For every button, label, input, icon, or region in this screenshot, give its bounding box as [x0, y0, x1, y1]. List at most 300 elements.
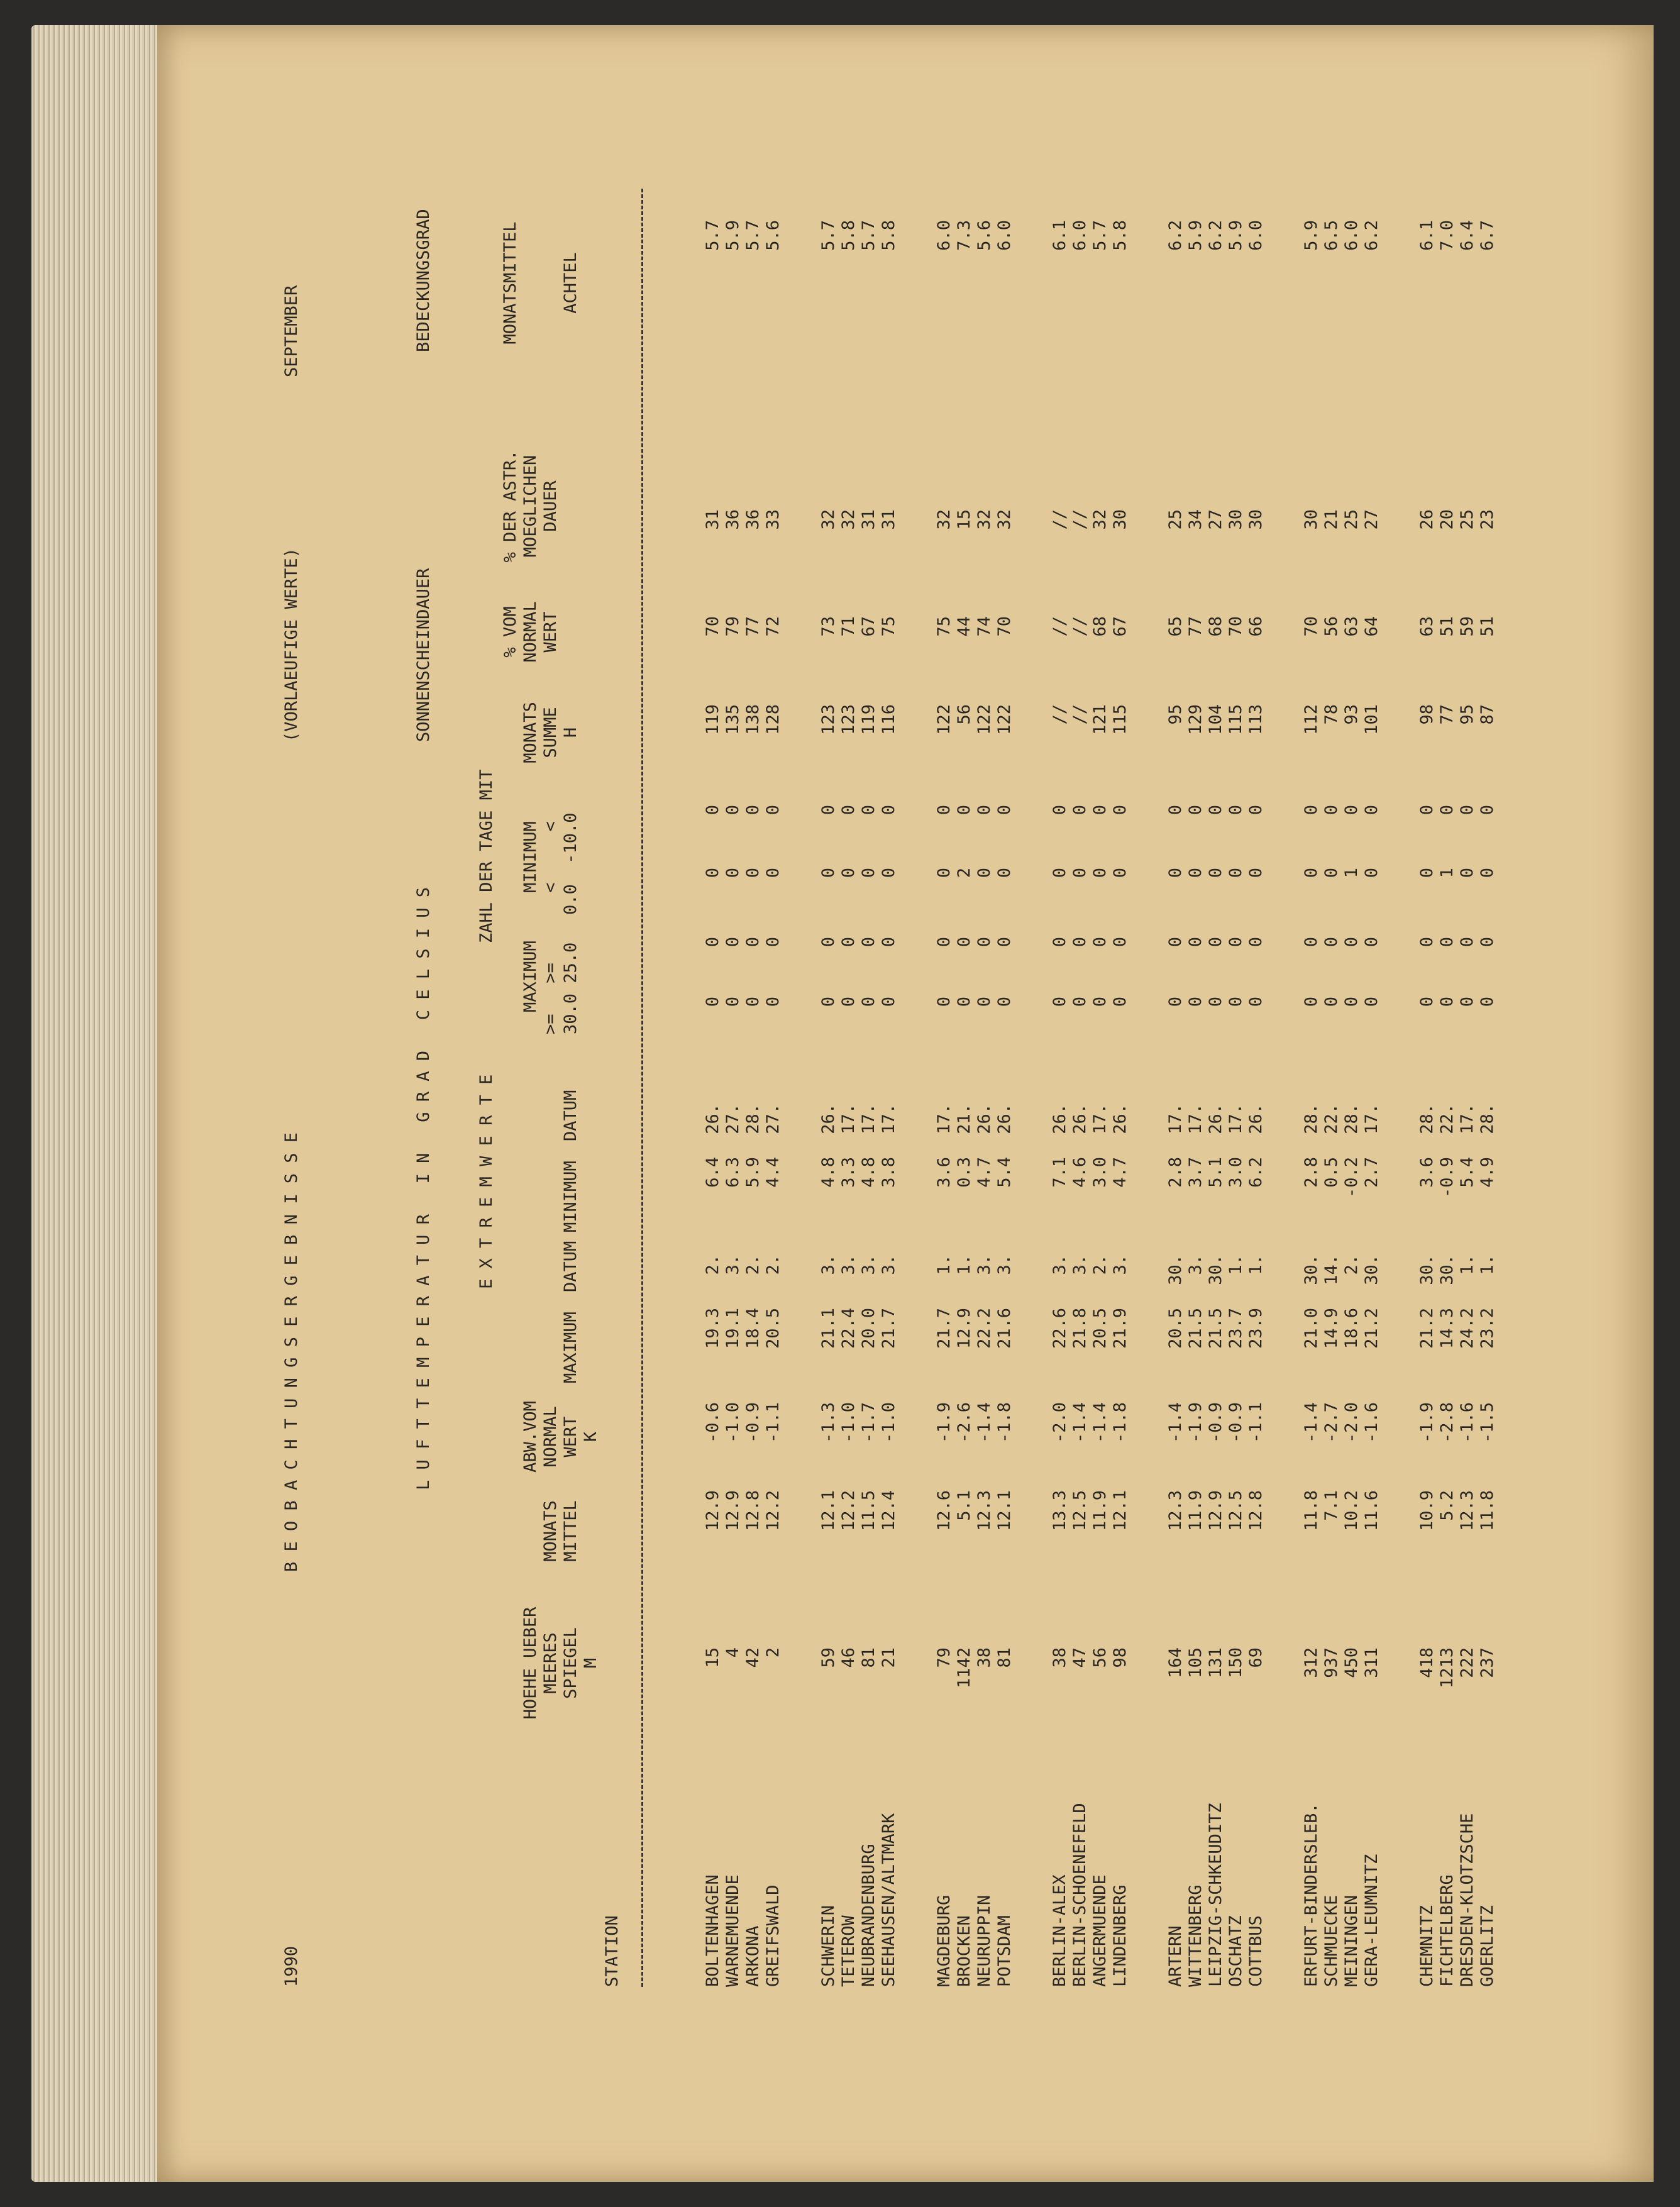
cell-days-min-minus10: 0 — [1457, 805, 1477, 816]
col-min-days-head: MINIMUM — [521, 821, 540, 893]
cell-minimum: 6.4 — [703, 1157, 722, 1188]
cell-sun-pct-normal: 56 — [1322, 616, 1341, 637]
cell-days-max-25: 0 — [1070, 937, 1090, 948]
cell-monthly-mean: 12.9 — [1206, 1490, 1225, 1532]
cell-sun-pct-astr: 30 — [1226, 509, 1246, 530]
cell-monthly-mean: 12.2 — [839, 1490, 858, 1532]
cell-sun-pct-normal: 77 — [1186, 616, 1205, 637]
cell-days-min-0: 0 — [1186, 868, 1205, 878]
cell-days-min-0: 0 — [819, 868, 838, 878]
table-row — [744, 126, 765, 2012]
cell-maximum: 21.0 — [1301, 1308, 1321, 1349]
cell-sun-pct-normal: 66 — [1246, 616, 1266, 637]
cell-sun-pct-normal: 63 — [1342, 616, 1361, 637]
table-row — [996, 126, 1016, 2012]
cell-cloud-mean: 5.7 — [743, 220, 763, 251]
cell-sun-sum: 115 — [1110, 704, 1130, 735]
table-row — [1207, 126, 1227, 2012]
cell-days-max-25: 0 — [1246, 937, 1266, 948]
cell-cloud-mean: 5.6 — [975, 220, 994, 251]
cell-cloud-mean: 6.0 — [1070, 220, 1090, 251]
cell-days-min-minus10: 0 — [954, 805, 974, 816]
cell-station: GOERLITZ — [1478, 1905, 1497, 1987]
cell-height: 59 — [819, 1647, 838, 1668]
cell-min-date: 28. — [1342, 1104, 1361, 1134]
cell-station: LEIPZIG-SCHKEUDITZ — [1206, 1803, 1225, 1987]
cell-max-date: 30. — [1417, 1254, 1437, 1285]
cell-days-min-minus10: 0 — [1110, 805, 1130, 816]
cell-deviation: -1.6 — [1362, 1402, 1381, 1444]
cell-max-date: 3. — [1070, 1254, 1090, 1275]
cell-deviation: -2.0 — [1342, 1402, 1361, 1444]
cell-maximum: 23.2 — [1478, 1308, 1497, 1349]
cell-maximum: 21.8 — [1070, 1308, 1090, 1349]
cell-days-max-25: 0 — [1186, 937, 1205, 948]
cell-days-max-25: 0 — [1457, 937, 1477, 948]
cell-minimum: 5.4 — [995, 1157, 1014, 1188]
cell-station: GERA-LEUMNITZ — [1362, 1854, 1381, 1987]
cell-days-max-30: 0 — [743, 997, 763, 1007]
table-row — [1439, 126, 1459, 2012]
table-row — [1343, 126, 1363, 2012]
cell-min-date: 26. — [1070, 1104, 1090, 1134]
table-row — [1187, 126, 1207, 2012]
cell-days-max-30: 0 — [1186, 997, 1205, 1007]
cell-sun-sum: 56 — [954, 704, 974, 725]
col-sun-pct-normal-3: WERT — [541, 611, 560, 653]
month: SEPTEMBER — [282, 285, 301, 377]
col-station: STATION — [602, 1915, 622, 1987]
cell-cloud-mean: 5.9 — [723, 220, 743, 251]
cell-days-min-minus10: 0 — [1322, 805, 1341, 816]
cell-sun-pct-astr: 15 — [954, 509, 974, 530]
cell-days-max-25: 0 — [1417, 937, 1437, 948]
cell-sun-pct-astr: 21 — [1322, 509, 1341, 530]
cell-days-min-0: 1 — [1342, 868, 1361, 878]
cell-deviation: -1.3 — [819, 1402, 838, 1444]
cell-monthly-mean: 12.9 — [703, 1490, 722, 1532]
cell-days-max-30: 0 — [975, 997, 994, 1007]
cell-monthly-mean: 12.1 — [819, 1490, 838, 1532]
cell-days-max-25: 0 — [1050, 937, 1069, 948]
cell-days-min-0: 0 — [763, 868, 783, 878]
cell-days-min-0: 1 — [1437, 868, 1457, 878]
cell-monthly-mean: 11.5 — [859, 1490, 878, 1532]
cell-height: 105 — [1186, 1647, 1205, 1678]
cell-days-min-minus10: 0 — [1362, 805, 1381, 816]
cell-days-min-minus10: 0 — [1301, 805, 1321, 816]
cell-days-min-minus10: 0 — [1090, 805, 1110, 816]
cell-station: SCHMUECKE — [1322, 1894, 1341, 1987]
cell-sun-pct-normal: 75 — [934, 616, 954, 637]
cell-sun-pct-normal: 70 — [995, 616, 1014, 637]
cell-sun-sum: 104 — [1206, 704, 1225, 735]
cell-days-min-0: 0 — [879, 868, 898, 878]
cell-sun-pct-astr: 32 — [934, 509, 954, 530]
cell-sun-pct-normal: 68 — [1090, 616, 1110, 637]
cell-sun-sum: 95 — [1166, 704, 1185, 725]
cell-maximum: 24.2 — [1457, 1308, 1477, 1349]
col-sun-sum-2: SUMME — [541, 707, 560, 758]
cell-height: 42 — [743, 1647, 763, 1668]
cell-deviation: -0.9 — [1206, 1402, 1225, 1444]
col-cloud-mean-1: MONATSMITTEL — [500, 221, 520, 345]
cell-maximum: 20.0 — [859, 1308, 878, 1349]
cell-monthly-mean: 5.2 — [1437, 1490, 1457, 1521]
cell-days-min-0: 0 — [1246, 868, 1266, 878]
cell-station: NEURUPPIN — [975, 1894, 994, 1987]
col-monthly-mean-2: MITTEL — [561, 1500, 580, 1562]
cell-min-date: 22. — [1437, 1104, 1457, 1134]
cell-max-date: 1. — [1226, 1254, 1246, 1275]
cell-station: BERLIN-SCHOENEFELD — [1070, 1803, 1090, 1987]
cell-cloud-mean: 6.1 — [1050, 220, 1069, 251]
cell-minimum: 5.9 — [743, 1157, 763, 1188]
cell-sun-pct-astr: 36 — [723, 509, 743, 530]
cell-max-date: 1. — [1457, 1254, 1477, 1275]
cell-days-max-25: 0 — [1478, 937, 1497, 948]
table-row — [956, 126, 976, 2012]
cell-min-date: 26. — [703, 1104, 722, 1134]
cell-minimum: 4.6 — [1070, 1157, 1090, 1188]
cell-sun-pct-astr: 27 — [1362, 509, 1381, 530]
cell-maximum: 20.5 — [1166, 1308, 1185, 1349]
cell-days-max-25: 0 — [1166, 937, 1185, 948]
cell-days-max-30: 0 — [723, 997, 743, 1007]
cell-days-max-25: 0 — [1206, 937, 1225, 948]
cell-minimum: 3.0 — [1090, 1157, 1110, 1188]
cell-monthly-mean: 12.1 — [1110, 1490, 1130, 1532]
cell-days-max-30: 0 — [934, 997, 954, 1007]
cell-days-max-25: 0 — [819, 937, 838, 948]
cell-max-date: 3. — [1110, 1254, 1130, 1275]
cell-days-min-0: 0 — [1457, 868, 1477, 878]
cell-days-max-30: 0 — [1246, 997, 1266, 1007]
cell-sun-sum: 138 — [743, 704, 763, 735]
cell-max-date: 3. — [975, 1254, 994, 1275]
col-sun-pct-astr-3: DAUER — [541, 480, 560, 532]
cell-days-min-minus10: 0 — [975, 805, 994, 816]
cell-sun-pct-astr: 20 — [1437, 509, 1457, 530]
cell-days-max-25: 0 — [1322, 937, 1341, 948]
cell-days-max-30: 0 — [703, 997, 722, 1007]
col-datum-2: DATUM — [561, 1090, 580, 1141]
cell-days-max-30: 0 — [859, 997, 878, 1007]
header-rule — [641, 189, 643, 1987]
cell-deviation: -1.6 — [1457, 1402, 1477, 1444]
cell-minimum: 3.7 — [1186, 1157, 1205, 1188]
cell-min-date: 26. — [819, 1104, 838, 1134]
cell-sun-pct-astr: 36 — [743, 509, 763, 530]
cell-minimum: 6.2 — [1246, 1157, 1266, 1188]
cell-sun-pct-astr: 23 — [1478, 509, 1497, 530]
cell-max-date: 30. — [1166, 1254, 1185, 1285]
cell-sun-pct-astr: 31 — [859, 509, 878, 530]
cell-min-date: 28. — [1417, 1104, 1437, 1134]
col-sun-pct-astr-2: MOEGLICHEN — [521, 455, 540, 558]
cell-cloud-mean: 5.7 — [859, 220, 878, 251]
table-row — [976, 126, 996, 2012]
cell-height: 131 — [1206, 1647, 1225, 1678]
cell-sun-pct-normal: 70 — [1301, 616, 1321, 637]
cell-sun-pct-astr: 32 — [995, 509, 1014, 530]
cell-max-date: 30. — [1206, 1254, 1225, 1285]
cell-minimum: 2.8 — [1166, 1157, 1185, 1188]
cell-height: 937 — [1322, 1647, 1341, 1678]
cell-minimum: 4.7 — [1110, 1157, 1130, 1188]
sun-group-title: SONNENSCHEINDAUER — [414, 568, 433, 742]
cell-height: 69 — [1246, 1647, 1266, 1668]
cell-days-max-30: 0 — [839, 997, 858, 1007]
cell-max-date: 2. — [1342, 1254, 1361, 1275]
cell-minimum: 3.6 — [934, 1157, 954, 1188]
cell-max-date: 1. — [1478, 1254, 1497, 1275]
cell-minimum: 3.6 — [1417, 1157, 1437, 1188]
cell-days-max-30: 0 — [1342, 997, 1361, 1007]
table-row — [1051, 126, 1071, 2012]
book-page-edges — [31, 25, 170, 2182]
cell-monthly-mean: 7.1 — [1322, 1490, 1341, 1521]
cell-days-min-minus10: 0 — [763, 805, 783, 816]
cell-cloud-mean: 6.5 — [1322, 220, 1341, 251]
cell-min-date: 28. — [1301, 1104, 1321, 1134]
cell-sun-pct-astr: 34 — [1186, 509, 1205, 530]
cell-sun-pct-astr: 32 — [819, 509, 838, 530]
cell-sun-sum: 122 — [934, 704, 954, 735]
cell-sun-pct-astr: 27 — [1206, 509, 1225, 530]
cell-sun-pct-normal: 67 — [1110, 616, 1130, 637]
table-row — [724, 126, 744, 2012]
cell-days-max-25: 0 — [934, 937, 954, 948]
cell-min-date: 26. — [995, 1104, 1014, 1134]
cell-cloud-mean: 6.2 — [1166, 220, 1185, 251]
cell-max-date: 3. — [839, 1254, 858, 1275]
cell-station: MEININGEN — [1342, 1894, 1361, 1987]
rotated-table-sheet — [283, 126, 1603, 2012]
cell-height: 312 — [1301, 1647, 1321, 1678]
cell-max-date: 3. — [879, 1254, 898, 1275]
cell-station: MAGDEBURG — [934, 1894, 954, 1987]
cell-deviation: -1.8 — [995, 1402, 1014, 1444]
cell-days-max-25: 0 — [1437, 937, 1457, 948]
cell-sun-pct-normal: 67 — [859, 616, 878, 637]
cell-monthly-mean: 11.8 — [1478, 1490, 1497, 1532]
cell-sun-sum: 113 — [1246, 704, 1266, 735]
cell-max-date: 2. — [763, 1254, 783, 1275]
cell-sun-pct-normal: 44 — [954, 616, 974, 637]
cell-cloud-mean: 6.7 — [1478, 220, 1497, 251]
cell-minimum: 6.3 — [723, 1157, 743, 1188]
cell-deviation: -2.7 — [1322, 1402, 1341, 1444]
cell-station: LINDENBERG — [1110, 1884, 1130, 1987]
col-deviation-2: NORMAL — [541, 1406, 560, 1468]
table-row — [1227, 126, 1247, 2012]
cell-deviation: -1.4 — [1166, 1402, 1185, 1444]
cell-station: BROCKEN — [954, 1915, 974, 1987]
cell-deviation: -1.0 — [839, 1402, 858, 1444]
cell-sun-sum: 122 — [995, 704, 1014, 735]
cell-deviation: -1.9 — [1186, 1402, 1205, 1444]
cell-cloud-mean: 5.8 — [839, 220, 858, 251]
page — [157, 25, 1654, 2182]
cell-maximum: 20.5 — [1090, 1308, 1110, 1349]
cell-days-min-minus10: 0 — [859, 805, 878, 816]
cell-sun-pct-astr: 30 — [1246, 509, 1266, 530]
cell-min-date: 28. — [1478, 1104, 1497, 1134]
cell-days-max-30: 0 — [1437, 997, 1457, 1007]
cell-station: NEUBRANDENBURG — [859, 1844, 878, 1987]
table-row — [1247, 126, 1268, 2012]
cell-min-date: 17. — [1457, 1104, 1477, 1134]
cell-maximum: 21.6 — [995, 1308, 1014, 1349]
cell-height: 418 — [1417, 1647, 1437, 1678]
cell-minimum: 4.8 — [819, 1157, 838, 1188]
cell-deviation: -1.0 — [879, 1402, 898, 1444]
cell-station: POTSDAM — [995, 1915, 1014, 1987]
cell-sun-sum: 128 — [763, 704, 783, 735]
cell-maximum: 14.9 — [1322, 1308, 1341, 1349]
cell-days-max-30: 0 — [1301, 997, 1321, 1007]
cell-sun-sum: // — [1070, 704, 1090, 725]
cell-days-max-25: 0 — [954, 937, 974, 948]
cell-cloud-mean: 5.7 — [1090, 220, 1110, 251]
cell-deviation: -1.4 — [1070, 1402, 1090, 1444]
cell-sun-pct-normal: // — [1070, 616, 1090, 637]
cell-min-date: 17. — [934, 1104, 954, 1134]
cell-deviation: -1.4 — [1090, 1402, 1110, 1444]
cell-days-min-minus10: 0 — [1437, 805, 1457, 816]
table-row — [1071, 126, 1091, 2012]
cell-days-max-25: 0 — [1362, 937, 1381, 948]
cell-cloud-mean: 6.2 — [1362, 220, 1381, 251]
cell-days-min-minus10: 0 — [743, 805, 763, 816]
cell-monthly-mean: 12.2 — [763, 1490, 783, 1532]
cell-maximum: 21.7 — [934, 1308, 954, 1349]
table-row — [1479, 126, 1499, 2012]
cell-days-min-0: 0 — [995, 868, 1014, 878]
cell-days-max-25: 0 — [1090, 937, 1110, 948]
cell-sun-pct-astr: 31 — [879, 509, 898, 530]
cell-height: 98 — [1110, 1647, 1130, 1668]
cell-days-max-25: 0 — [975, 937, 994, 948]
cell-days-min-0: 0 — [1362, 868, 1381, 878]
col-sun-pct-astr-1: % DER ASTR. — [500, 450, 520, 563]
cell-days-min-minus10: 0 — [839, 805, 858, 816]
cell-monthly-mean: 12.3 — [975, 1490, 994, 1532]
cell-minimum: 5.1 — [1206, 1157, 1225, 1188]
cell-height: 1142 — [954, 1647, 974, 1689]
cell-monthly-mean: 12.8 — [1246, 1490, 1266, 1532]
cell-cloud-mean: 5.9 — [1301, 220, 1321, 251]
cell-height: 450 — [1342, 1647, 1361, 1678]
col-sun-pct-normal-1: % VOM — [500, 606, 520, 658]
cell-height: 81 — [859, 1647, 878, 1668]
cell-station: OSCHATZ — [1226, 1915, 1246, 1987]
cell-station: BOLTENHAGEN — [703, 1874, 722, 1987]
year: 1990 — [282, 1945, 301, 1987]
cell-min-date: 17. — [859, 1104, 878, 1134]
table-row — [704, 126, 724, 2012]
cell-sun-pct-astr: 32 — [975, 509, 994, 530]
cell-deviation: -2.8 — [1437, 1402, 1457, 1444]
cell-max-date: 30. — [1437, 1254, 1457, 1285]
cell-monthly-mean: 12.8 — [743, 1490, 763, 1532]
cell-days-min-0: 0 — [1166, 868, 1185, 878]
cell-sun-pct-normal: 68 — [1206, 616, 1225, 637]
cell-maximum: 19.3 — [703, 1308, 722, 1349]
cell-days-min-0: 0 — [1226, 868, 1246, 878]
cell-min-date: 22. — [1322, 1104, 1341, 1134]
cell-sun-pct-normal: 74 — [975, 616, 994, 637]
cell-monthly-mean: 11.6 — [1362, 1490, 1381, 1532]
cell-minimum: 3.8 — [879, 1157, 898, 1188]
cell-sun-sum: 112 — [1301, 704, 1321, 735]
cell-days-max-25: 0 — [859, 937, 878, 948]
cell-min-date: 26. — [1110, 1104, 1130, 1134]
cloud-group-title: BEDECKUNGSGRAD — [414, 209, 433, 352]
cell-days-min-minus10: 0 — [1417, 805, 1437, 816]
col-deviation-1: ABW.VOM — [521, 1401, 540, 1473]
cell-sun-pct-astr: 33 — [763, 509, 783, 530]
cell-days-min-minus10: 0 — [1206, 805, 1225, 816]
cell-maximum: 21.7 — [879, 1308, 898, 1349]
table-row — [840, 126, 860, 2012]
cell-deviation: -1.7 — [859, 1402, 878, 1444]
cell-days-min-minus10: 0 — [1246, 805, 1266, 816]
cell-days-max-25: 0 — [763, 937, 783, 948]
cell-minimum: 5.4 — [1457, 1157, 1477, 1188]
days-group-title: ZAHL DER TAGE MIT — [477, 769, 496, 943]
cell-days-max-30: 0 — [954, 997, 974, 1007]
cell-station: TETEROW — [839, 1915, 858, 1987]
cell-sun-sum: 115 — [1226, 704, 1246, 735]
col-max-days-ops: >= >= — [541, 963, 560, 1034]
cell-days-min-0: 0 — [859, 868, 878, 878]
col-height-2: MEERES — [541, 1632, 560, 1694]
cell-cloud-mean: 6.0 — [995, 220, 1014, 251]
cell-max-date: 1. — [954, 1254, 974, 1275]
col-height-1: HOEHE UEBER — [521, 1607, 540, 1720]
cell-days-max-25: 0 — [1226, 937, 1246, 948]
cell-deviation: -1.8 — [1110, 1402, 1130, 1444]
cell-sun-pct-astr: 25 — [1166, 509, 1185, 530]
table-row — [1303, 126, 1323, 2012]
cell-days-min-0: 0 — [1206, 868, 1225, 878]
cell-cloud-mean: 6.4 — [1457, 220, 1477, 251]
cell-height: 2 — [763, 1647, 783, 1658]
cell-days-min-0: 0 — [1417, 868, 1437, 878]
cell-days-min-0: 0 — [1301, 868, 1321, 878]
cell-height: 164 — [1166, 1647, 1185, 1678]
cell-days-min-0: 0 — [1090, 868, 1110, 878]
cell-cloud-mean: 6.1 — [1417, 220, 1437, 251]
cell-sun-pct-normal: 64 — [1362, 616, 1381, 637]
cell-days-min-0: 0 — [703, 868, 722, 878]
cell-height: 15 — [703, 1647, 722, 1668]
cell-sun-pct-normal: 72 — [763, 616, 783, 637]
col-datum-1: DATUM — [561, 1241, 580, 1292]
cell-days-max-30: 0 — [1166, 997, 1185, 1007]
cell-sun-pct-astr: 30 — [1110, 509, 1130, 530]
cell-minimum: 7.1 — [1050, 1157, 1069, 1188]
cell-station: SEEHAUSEN/ALTMARK — [879, 1813, 898, 1987]
cell-monthly-mean: 12.3 — [1166, 1490, 1185, 1532]
cell-days-max-30: 0 — [1070, 997, 1090, 1007]
cell-days-max-30: 0 — [1362, 997, 1381, 1007]
cell-max-date: 3. — [859, 1254, 878, 1275]
col-cloud-mean-3: ACHTEL — [561, 252, 580, 314]
cell-days-max-30: 0 — [819, 997, 838, 1007]
